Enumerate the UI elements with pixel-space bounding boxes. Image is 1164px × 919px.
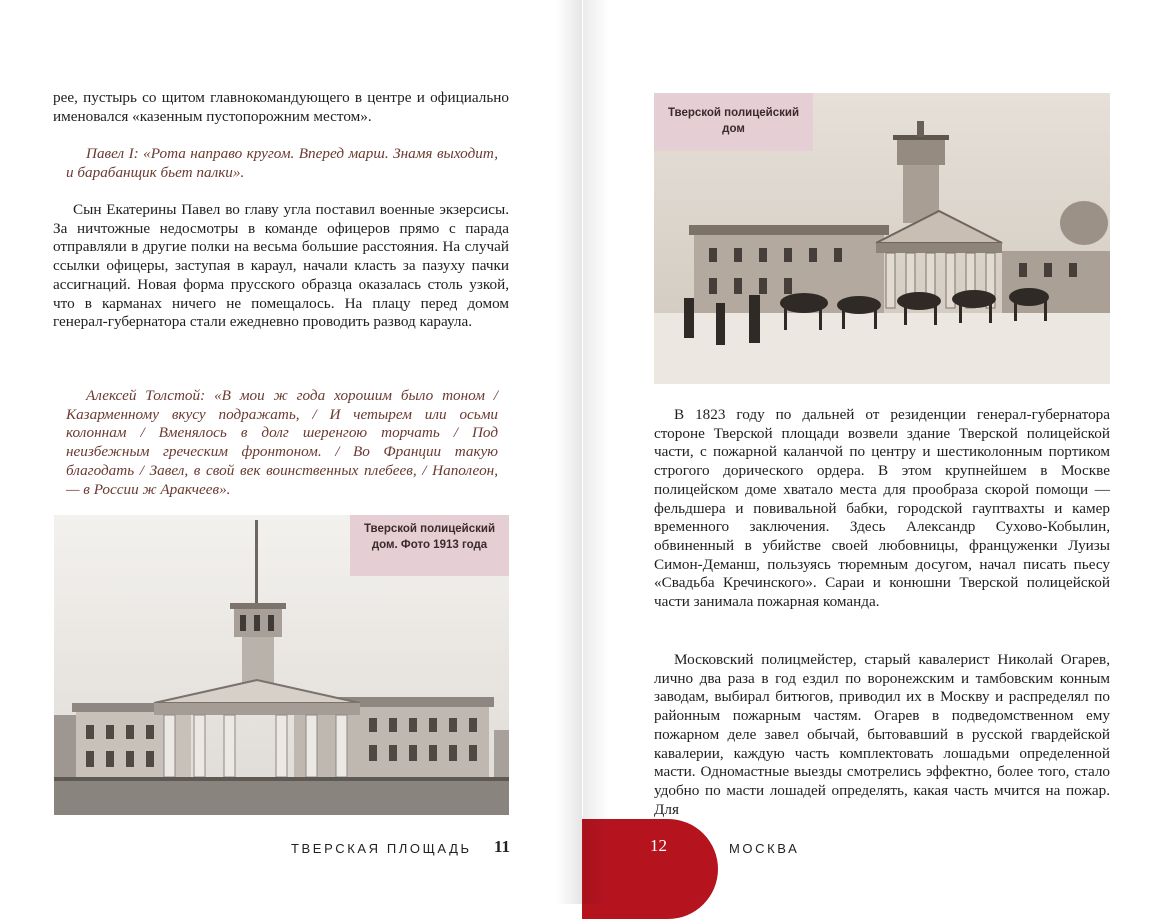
page-number-tab <box>582 819 718 919</box>
left-page <box>0 0 583 904</box>
photo-caption: Тверской полицейский дом. Фото 1913 года <box>350 515 509 576</box>
quote-paul: Павел I: «Рота направо кругом. Вперед марш. Знамя выходит, и барабанщик бьет палки». <box>66 145 498 181</box>
paragraph-paul: Сын Екатерины Павел во главу угла поставил военные экзерсисы. За ничтожные недосмотры в команде офицеров прямо с парада отправляли в другие полки на весьма большие расстояния. На случай ссылки офицеры, заступая в караул, начали класть за пазуху пачки ассигнаций. Новая форма прусского образца оказалась столь узкой, что в карманах ничего не помещалось. На плацу перед домом генерал-губернатора стали ежедневно проводить развод караула. <box>53 201 509 331</box>
photo-caption: Тверской полицейский дом <box>654 93 813 151</box>
page-number: 12 <box>650 836 667 855</box>
page-number: 11 <box>494 837 511 856</box>
paragraph-ogarev: Московский полицмейстер, старый кавалерист Николай Огарев, лично два раза в год ездил по воронежским и тамбовским конным заводам, выбирал битюгов, приводил их в Москву и распределял по районным пожарным частям. Огарев в подведомственном ему пожарном деле завел обычай, бытовавший в русской гвардейской кавалерии, каждую часть комплектовать лошадьми определенной масти. Одномастные выезды смотрелись эффектно, более того, стало удобно по масти лошадей определять, какая часть мчится на пожар. Для <box>654 651 1110 818</box>
right-page <box>582 0 1164 904</box>
quote-tolstoy: Алексей Толстой: «В мои ж года хорошим было тоном / Казарменному вкусу подражать, / И четырем или осьми колоннам / Вменялось в долг шеренгою торчать / Под неизбежным греческим фронтоном. / Во Франции такую благодать / Завел, в свой век воинственных плебеев, / Наполеон, — в России ж Аракчеев». <box>66 387 498 498</box>
continued-paragraph: рее, пустырь со щитом главнокомандующего в центре и официально именовался «казенным пустопорожним местом». <box>53 89 509 125</box>
running-title: ТВЕРСКАЯ ПЛОЩАДЬ <box>291 841 472 856</box>
paragraph-1823: В 1823 году по дальней от резиденции генерал-губернатора стороне Тверской площади возвели здание Тверской полицейской части, с пожарной каланчой по центру и шестиколонным портиком строгого дорического ордера. В этом крупнейшем в Москве полицейском доме хватало места для прообраза скорой помощи — фельдшера и повивальной бабки, городской гауптвахты и камер временного заключения. Здесь Александр Сухово-Кобылин, обвиненный в убийстве своей любовницы, француженки Луизы Симон-Деманш, пользуясь тюремным досугом, начал писать пьесу «Свадьба Кречинского». Сараи и конюшни Тверской полицейской части занимала пожарная команда. <box>654 406 1110 611</box>
running-title: МОСКВА <box>729 841 800 856</box>
